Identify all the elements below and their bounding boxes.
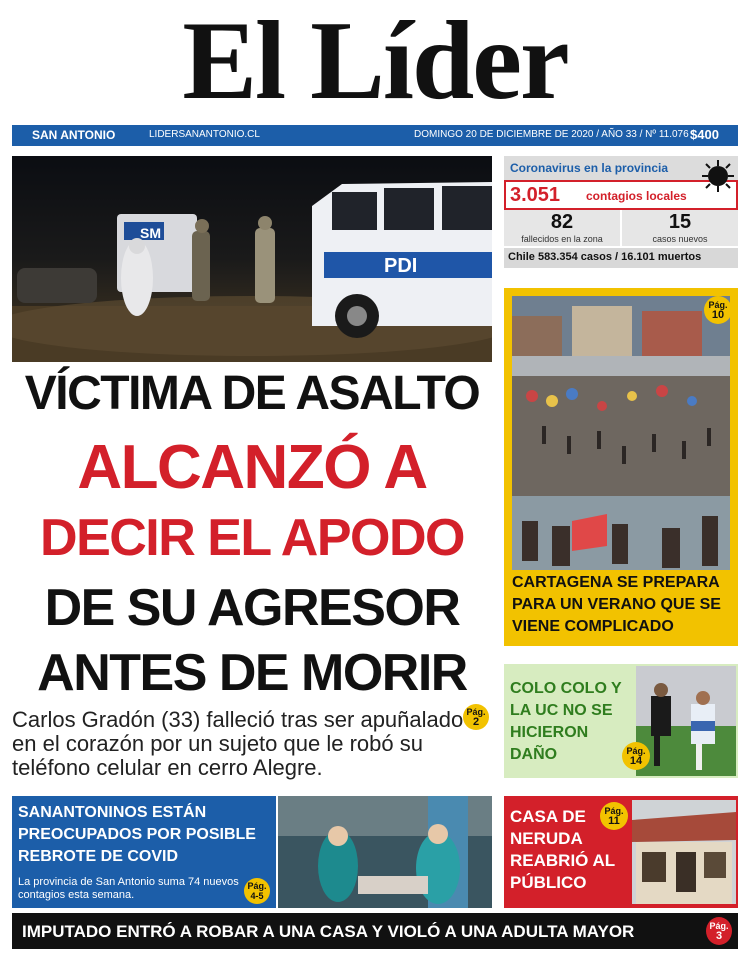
chile-stats-bar (504, 248, 738, 268)
page-ref-label: Pág. (247, 881, 267, 891)
headline-line-5: ANTES DE MORIR (37, 644, 467, 702)
beach-illustration (512, 296, 730, 570)
masthead (0, 0, 750, 122)
neruda-story[interactable] (504, 796, 738, 908)
local-cases-label: contagios locales (586, 189, 687, 203)
page-ref-number: 10 (711, 309, 725, 321)
edition-label: SAN ANTONIO (32, 128, 116, 142)
sanantonio-text-panel (12, 796, 276, 908)
new-cases-label: casos nuevos (652, 234, 708, 244)
cartagena-story[interactable] (504, 288, 738, 646)
newspaper-logo: El Líder (182, 0, 568, 123)
page-ref-label: Pág. (466, 707, 486, 717)
football-photo (636, 666, 736, 776)
cartagena-headline: CARTAGENA SE PREPARA PARA UN VERANO QUE SE VIENE COMPLICADO (512, 574, 721, 635)
colocolo-page-badge (622, 742, 650, 770)
headline-line-3: DECIR EL APODO (40, 509, 464, 567)
footer-story[interactable] (12, 913, 738, 949)
hospital-photo (278, 796, 492, 908)
virus-icon (700, 158, 736, 194)
new-cases-number: 15 (668, 211, 692, 233)
footer-page-badge (706, 917, 732, 945)
page-ref-badge (463, 704, 489, 730)
new-cases-stat (622, 210, 738, 246)
deaths-stat (504, 210, 620, 246)
hospital-illustration (278, 796, 492, 908)
website-label: LIDERSANANTONIO.CL (149, 129, 260, 140)
neruda-page-badge (600, 802, 628, 830)
page-ref-number: 11 (608, 815, 620, 827)
page-ref-number: 4-5 (250, 891, 264, 901)
neruda-house-photo (632, 800, 736, 904)
house-illustration (632, 800, 736, 904)
page-ref-label: Pág. (708, 300, 728, 310)
sanantonio-story[interactable] (12, 796, 492, 908)
page-ref-number: 2 (472, 716, 480, 728)
pdi-label: PDI (384, 255, 418, 277)
chile-stats: Chile 583.354 casos / 16.101 muertos (508, 251, 702, 263)
deaths-number: 82 (550, 211, 574, 233)
football-players-illustration (636, 666, 736, 776)
footer-headline: IMPUTADO ENTRÓ A ROBAR A UNA CASA Y VIOLÓ A UNA ADULTA MAYOR (22, 922, 635, 941)
sanantonio-page-badge (244, 878, 270, 904)
cartagena-photo (512, 296, 730, 570)
page-ref-label: Pág. (604, 806, 624, 816)
covid-title: Coronavirus en la provincia (510, 161, 669, 175)
info-bar (12, 125, 738, 146)
main-photo (12, 156, 492, 362)
colocolo-headline: COLO COLO Y LA UC NO SE HICIERON DAÑO (510, 680, 622, 763)
deaths-label: fallecidos en la zona (521, 234, 603, 244)
page-ref-label: Pág. (709, 921, 729, 931)
sanantonio-body: La provincia de San Antonio suma 74 nuevos contagios esta semana. (18, 876, 239, 901)
vehicle-label: SM (140, 225, 161, 241)
page-ref-label: Pág. (626, 746, 646, 756)
headline-line-1: VÍCTIMA DE ASALTO (24, 367, 480, 420)
page-ref-number: 3 (715, 930, 723, 942)
page-ref-number: 14 (629, 755, 643, 767)
colocolo-story[interactable] (504, 664, 738, 778)
crime-scene-illustration (12, 156, 492, 362)
neruda-headline: CASA DE NERUDA REABRIÓ AL PÚBLICO (510, 807, 615, 892)
headline-line-4: DE SU AGRESOR (44, 579, 460, 637)
cartagena-page-badge (704, 296, 732, 324)
date-issue-label: DOMINGO 20 DE DICIEMBRE DE 2020 / AÑO 33 / Nº 11.076 (414, 129, 689, 140)
main-story-subtitle: Carlos Gradón (33) falleció tras ser apuñalado en el corazón por un sujeto que le robó su teléfono celular en cerro Alegre. (12, 707, 464, 780)
headline-line-2: ALCANZÓ A (77, 433, 427, 502)
price-label: $400 (690, 127, 719, 142)
local-cases-number: 3.051 (510, 184, 561, 206)
sanantonio-headline: SANANTONINOS ESTÁN PREOCUPADOS POR POSIBLE REBROTE DE COVID (18, 804, 256, 865)
covid-stats-box (504, 156, 738, 268)
